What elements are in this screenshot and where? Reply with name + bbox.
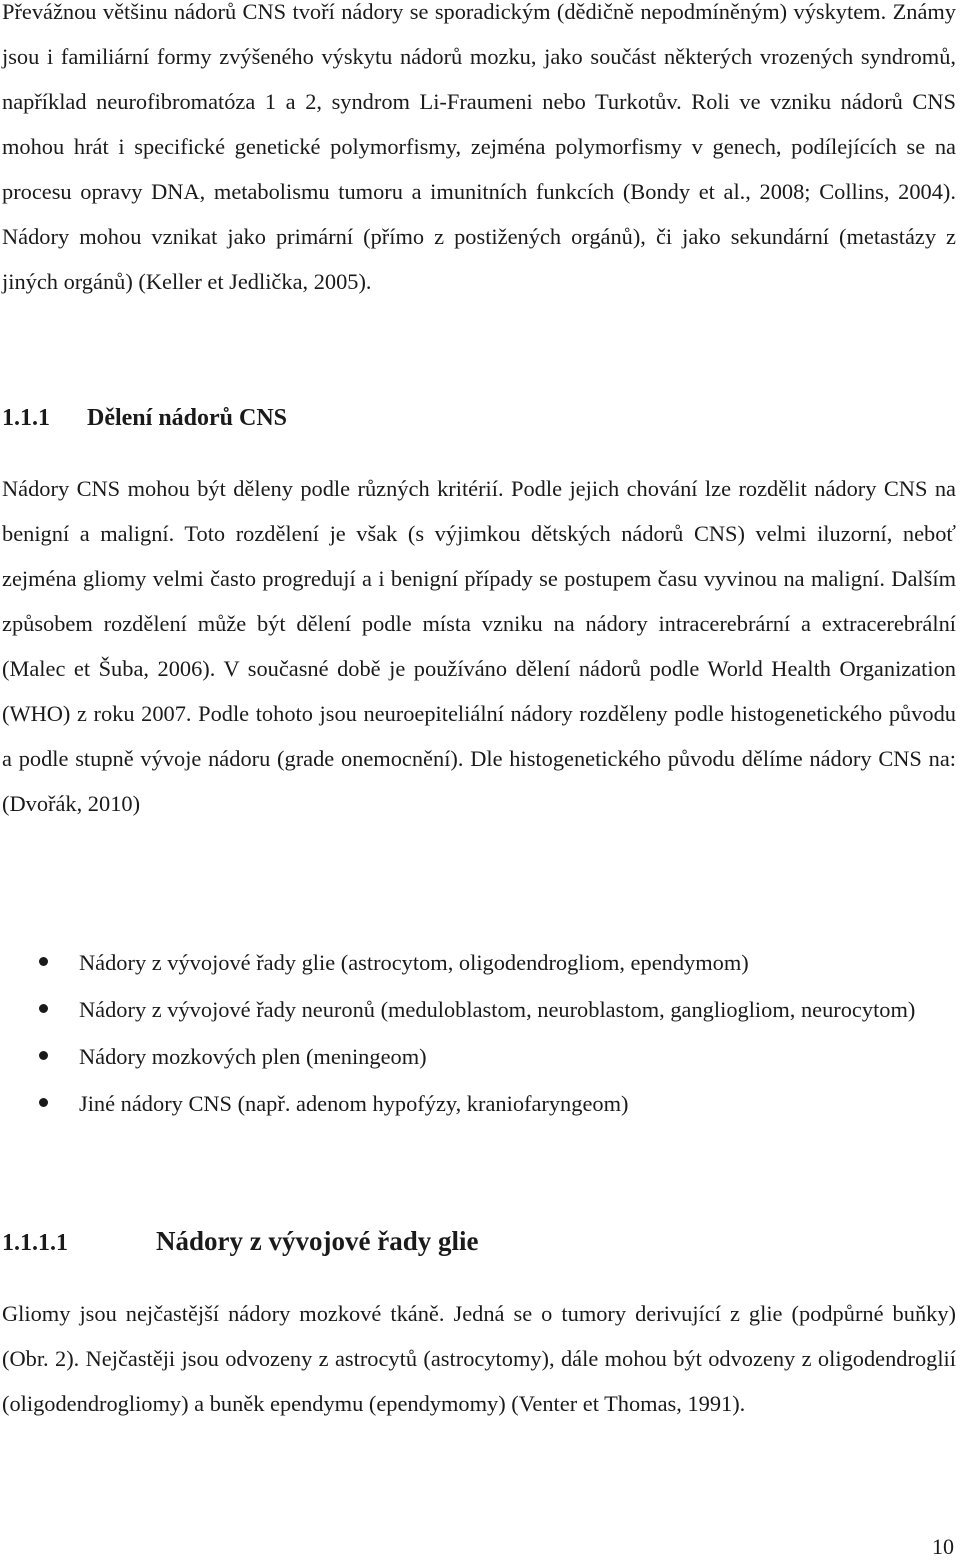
paragraph-gliomas: Gliomy jsou nejčastější nádory mozkové tkáně. Jedná se o tumory derivující z glie (podpůrné buňky) (Obr. 2). Nejčastěji jsou odvozeny z astrocytů (astrocytomy), dále mohou být odvozeny z oligodendroglií (oligodendrogliomy) a buněk ependymu (ependymomy) (Venter et Thomas, 1991). [2,1301,956,1416]
section-title: Dělení nádorů CNS [87,405,288,431]
tumor-type-list [2,940,956,1128]
subsection-number: 1.1.1.1 [2,1230,68,1256]
subsection-heading [2,1220,478,1264]
bullet-icon [39,957,48,966]
bullet-icon [39,1004,48,1013]
section-number: 1.1.1 [2,405,50,431]
paragraph-classification: Nádory CNS mohou být děleny podle různých kritérií. Podle jejich chování lze rozdělit nádory CNS na benigní a maligní. Toto rozdělení je však (s výjimkou dětských nádorů CNS) velmi iluzorní, neboť zejména gliomy velmi často progredují a i benigní případy se postupem času vyvinou na maligní. Dalším způsobem rozdělení může být dělení podle místa vzniku na nádory intracerebrární a extracerebrální (Malec et Šuba, 2006). V současné době je používáno dělení nádorů podle World Health Organization (WHO) z roku 2007. Podle tohoto jsou neuroepiteliální nádory rozděleny podle histogenetického původu a podle stupně vývoje nádoru (grade onemocnění). Dle histogenetického původu dělíme nádory CNS na: (Dvořák, 2010) [2,476,956,816]
section-heading [2,398,287,438]
subsection-title: Nádory z vývojové řady glie [156,1226,479,1256]
list-item: Jiné nádory CNS (např. adenom hypofýzy, kraniofaryngeom) [2,1081,956,1126]
bullet-icon [39,1051,48,1060]
page-number: 10 [932,1534,954,1559]
list-item: Nádory mozkových plen (meningeom) [2,1034,956,1079]
paragraph-intro: Převážnou většinu nádorů CNS tvoří nádory se sporadickým (dědičně nepodmíněným) výskytem. Známy jsou i familiární formy zvýšeného výskytu nádorů mozku, jako součást některých vrozených syndromů, například neurofibromatóza 1 a 2, syndrom Li-Fraumeni nebo Turkotův. Roli ve vzniku nádorů CNS mohou hrát i specifické genetické polymorfismy, zejména polymorfismy v genech, podílejících se na procesu opravy DNA, metabolismu tumoru a imunitních funkcích (Bondy et al., 2008; Collins, 2004). Nádory mohou vznikat jako primární (přímo z postižených orgánů), či jako sekundární (metastázy z jiných orgánů) (Keller et Jedlička, 2005). [2,0,956,294]
bullet-icon [39,1098,48,1107]
list-item: Nádory z vývojové řady glie (astrocytom, oligodendrogliom, ependymom) [2,940,956,985]
list-item: Nádory z vývojové řady neuronů (meduloblastom, neuroblastom, gangliogliom, neurocytom) [2,987,956,1032]
